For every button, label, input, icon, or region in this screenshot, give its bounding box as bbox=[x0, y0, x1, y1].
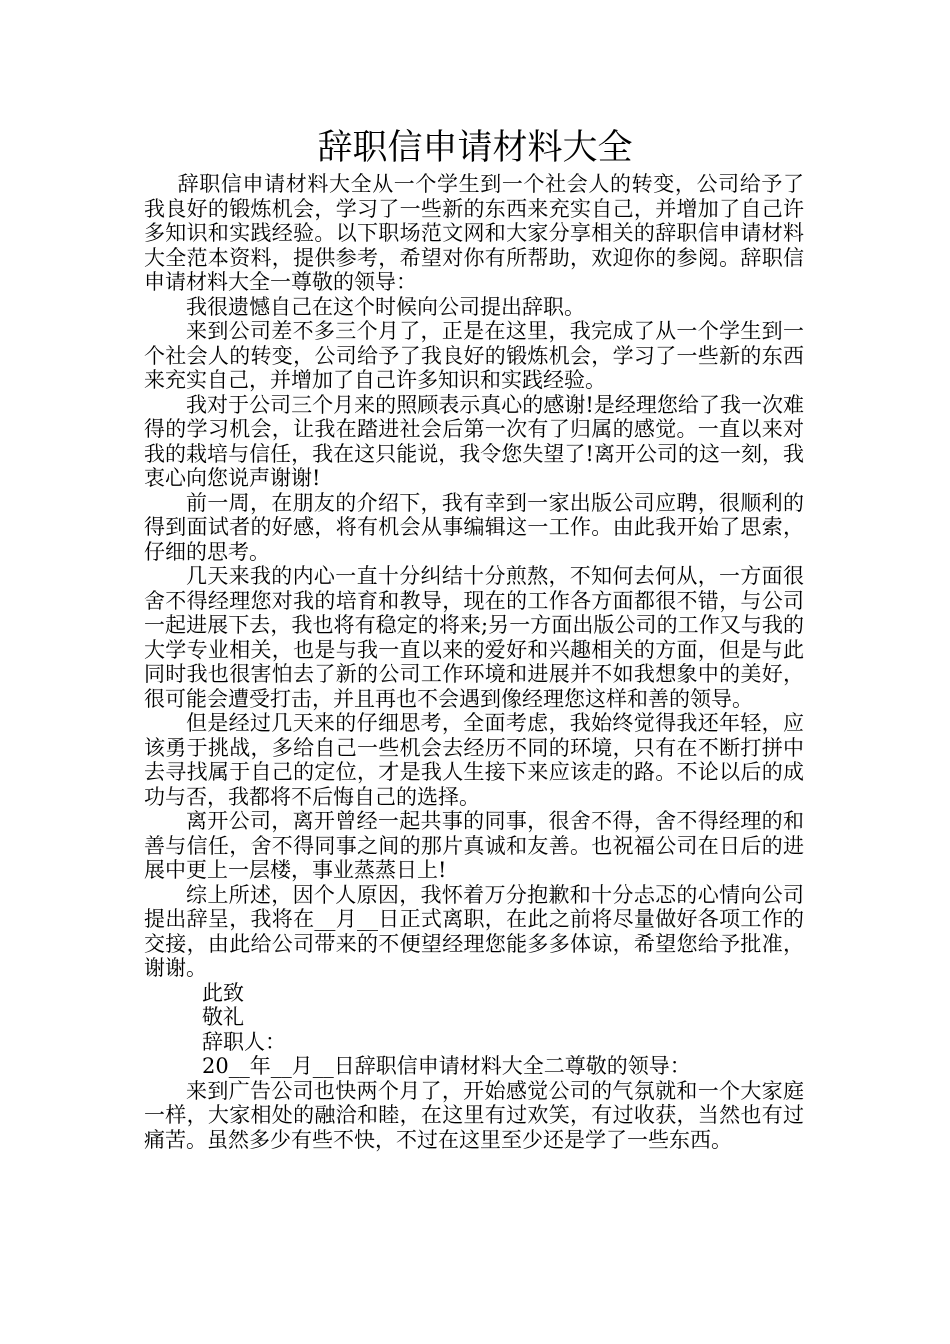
closing-line: 敬礼 bbox=[202, 1005, 244, 1029]
closing-line: 此致 bbox=[202, 980, 244, 1005]
body-paragraph: 来到公司差不多三个月了，正是在这里，我完成了从一个学生到一个社会人的转变，公司给予了我良好的锻炼机会，学习了一些新的东西来充实自己，并增加了自己许多知识和实践经验。 bbox=[144, 319, 804, 392]
body-paragraph: 离开公司，离开曾经一起共事的同事，很舍不得，舍不得经理的和善与信任，舍不得同事之间的那片真诚和友善。也祝福公司在日后的进展中更上一层楼，事业蒸蒸日上! bbox=[144, 809, 804, 882]
signature-line: 辞职人： bbox=[202, 1029, 286, 1054]
date-line: 20__年__月__日辞职信申请材料大全二尊敬的领导： bbox=[202, 1054, 691, 1078]
intro-paragraph: 辞职信申请材料大全从一个学生到一个社会人的转变，公司给予了我良好的锻炼机会，学习了一些新的东西来充实自己，并增加了自己许多知识和实践经验。以下职场范文网和大家分享相关的辞职信申请材料大全范本资料，提供参考，希望对你有所帮助，欢迎你的参阅。辞职信申请材料大全一尊敬的领导： bbox=[144, 172, 804, 294]
body-paragraph: 前一周，在朋友的介绍下，我有幸到一家出版公司应聘，很顺利的得到面试者的好感，将有机会从事编辑这一工作。由此我开始了思索，仔细的思考。 bbox=[144, 490, 804, 564]
document-body bbox=[144, 172, 804, 1152]
body-paragraph: 几天来我的内心一直十分纠结十分煎熬，不知何去何从，一方面很舍不得经理您对我的培育和教导，现在的工作各方面都很不错，与公司一起进展下去，我也将有稳定的将来;另一方面出版公司的工作又与我的大学专业相关，也是与我一直以来的爱好和兴趣相关的方面，但是与此同时我也很害怕去了新的公司工作环境和进展并不如我想象中的美好，很可能会遭受打击，并且再也不会遇到像经理您这样和善的领导。 bbox=[144, 564, 804, 711]
body-paragraph: 我对于公司三个月来的照顾表示真心的感谢!是经理您给了我一次难得的学习机会，让我在踏进社会后第一次有了归属的感觉。一直以来对我的栽培与信任，我在这只能说，我令您失望了!离开公司的这一刻，我衷心向您说声谢谢! bbox=[144, 392, 804, 490]
body-paragraph: 但是经过几天来的仔细思考，全面考虑，我始终觉得我还年轻，应该勇于挑战，多给自己一些机会去经历不同的环境，只有在不断打拼中去寻找属于自己的定位，才是我人生接下来应该走的路。不论以后的成功与否，我都将不后悔自己的选择。 bbox=[144, 711, 804, 809]
document-title: 辞职信申请材料大全 bbox=[317, 128, 633, 168]
body-paragraph: 我很遗憾自己在这个时候向公司提出辞职。 bbox=[186, 294, 585, 319]
body-paragraph: 综上所述，因个人原因，我怀着万分抱歉和十分忐忑的心情向公司提出辞呈，我将在__月__日正式离职，在此之前将尽量做好各项工作的交接，由此给公司带来的不便望经理您能多多体谅，希望您给予批准，谢谢。 bbox=[144, 882, 804, 980]
body-paragraph: 来到广告公司也快两个月了，开始感觉公司的气氛就和一个大家庭一样，大家相处的融洽和睦，在这里有过欢笑，有过收获，当然也有过痛苦。虽然多少有些不快，不过在这里至少还是学了一些东西。 bbox=[144, 1078, 804, 1152]
